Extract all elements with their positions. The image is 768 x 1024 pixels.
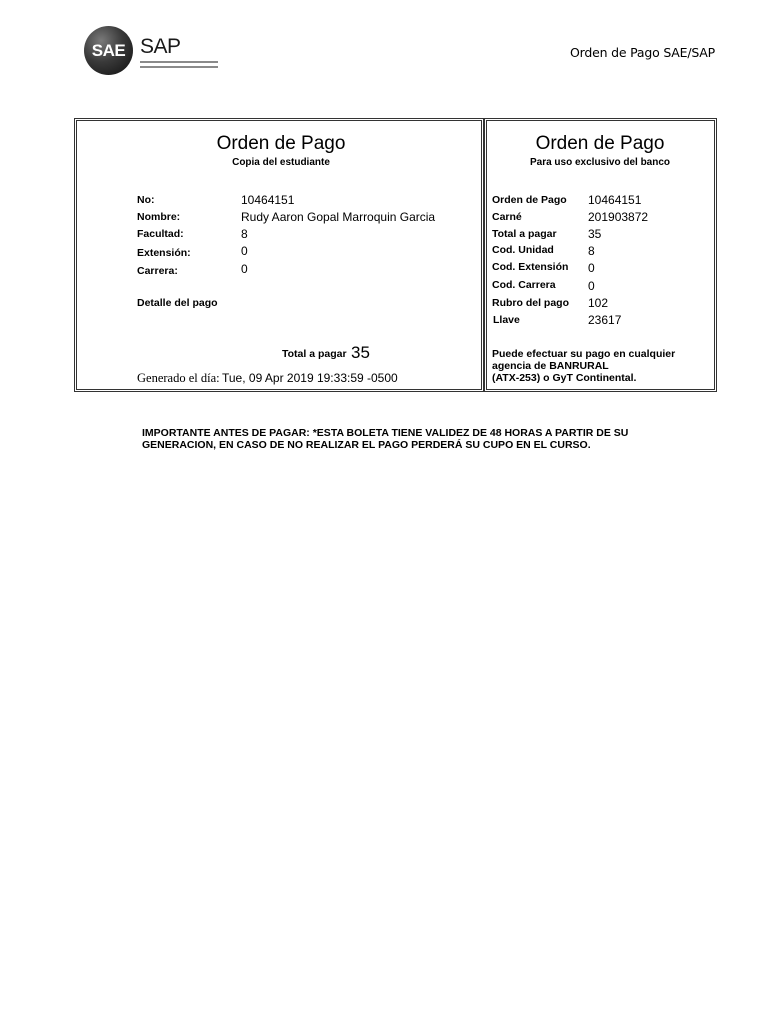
bank-payment-note xyxy=(492,348,707,384)
bank-label-llave: Llave xyxy=(493,314,520,326)
field-label-no: No: xyxy=(137,194,155,206)
generated-date-value: Tue, 09 Apr 2019 19:33:59 -0500 xyxy=(222,371,398,385)
bank-label-cod-extension: Cod. Extensión xyxy=(492,261,569,273)
student-copy-subtitle: Copia del estudiante xyxy=(232,157,330,168)
logo-tagline-line xyxy=(140,61,218,63)
bank-value-cod-extension: 0 xyxy=(588,261,595,275)
total-a-pagar-label: Total a pagar xyxy=(282,348,347,360)
sap-logo-text: SAP xyxy=(140,35,181,58)
bank-label-rubro-del-pago: Rubro del pago xyxy=(492,297,569,309)
bank-label-carne: Carné xyxy=(492,211,522,223)
bank-value-cod-carrera: 0 xyxy=(588,279,595,293)
student-copy-title: Orden de Pago xyxy=(216,133,346,154)
field-value-carrera: 0 xyxy=(241,262,248,276)
field-label-carrera: Carrera: xyxy=(137,265,178,277)
bank-value-carne: 201903872 xyxy=(588,210,649,224)
bank-label-cod-unidad: Cod. Unidad xyxy=(492,244,554,256)
bank-value-rubro-del-pago: 102 xyxy=(588,296,609,310)
bank-payment-note-line: (ATX-253) o GyT Continental. xyxy=(492,372,637,384)
important-notice-line: IMPORTANTE ANTES DE PAGAR: *ESTA BOLETA TIENE VALIDEZ DE 48 HORAS A PARTIR DE SU xyxy=(142,427,629,439)
field-value-nombre: Rudy Aaron Gopal Marroquin Garcia xyxy=(241,210,436,224)
bank-value-total-a-pagar: 35 xyxy=(588,227,602,241)
page-header-title: Orden de Pago SAE/SAP xyxy=(570,45,715,60)
generated-date-label: Generado el día: xyxy=(137,371,220,385)
bank-value-orden-de-pago: 10464151 xyxy=(588,193,642,207)
bank-value-cod-unidad: 8 xyxy=(588,244,595,258)
bank-label-cod-carrera: Cod. Carrera xyxy=(492,279,556,291)
total-a-pagar-value: 35 xyxy=(351,343,370,362)
bank-label-orden-de-pago: Orden de Pago xyxy=(492,194,567,206)
bank-value-llave: 23617 xyxy=(588,313,622,327)
field-label-extension: Extensión: xyxy=(137,247,191,259)
logo-tagline-line xyxy=(140,66,218,68)
field-label-nombre: Nombre: xyxy=(137,211,181,223)
sae-logo-circle: SAE xyxy=(84,26,133,75)
bank-label-total-a-pagar: Total a pagar xyxy=(492,228,557,240)
detalle-del-pago-label: Detalle del pago xyxy=(137,297,218,309)
bank-copy-subtitle: Para uso exclusivo del banco xyxy=(529,157,671,168)
field-value-facultad: 8 xyxy=(241,227,248,241)
field-value-extension: 0 xyxy=(241,244,248,258)
bank-copy-title: Orden de Pago xyxy=(535,133,665,154)
bank-payment-note-line: agencia de BANRURAL xyxy=(492,360,609,372)
bank-payment-note-line: Puede efectuar su pago en cualquier xyxy=(492,348,676,360)
important-notice xyxy=(142,427,662,451)
sae-sap-logo xyxy=(84,26,224,76)
field-value-no: 10464151 xyxy=(241,193,295,207)
field-label-facultad: Facultad: xyxy=(137,228,184,240)
important-notice-line: GENERACION, EN CASO DE NO REALIZAR EL PAGO PERDERÁ SU CUPO EN EL CURSO. xyxy=(142,439,591,451)
